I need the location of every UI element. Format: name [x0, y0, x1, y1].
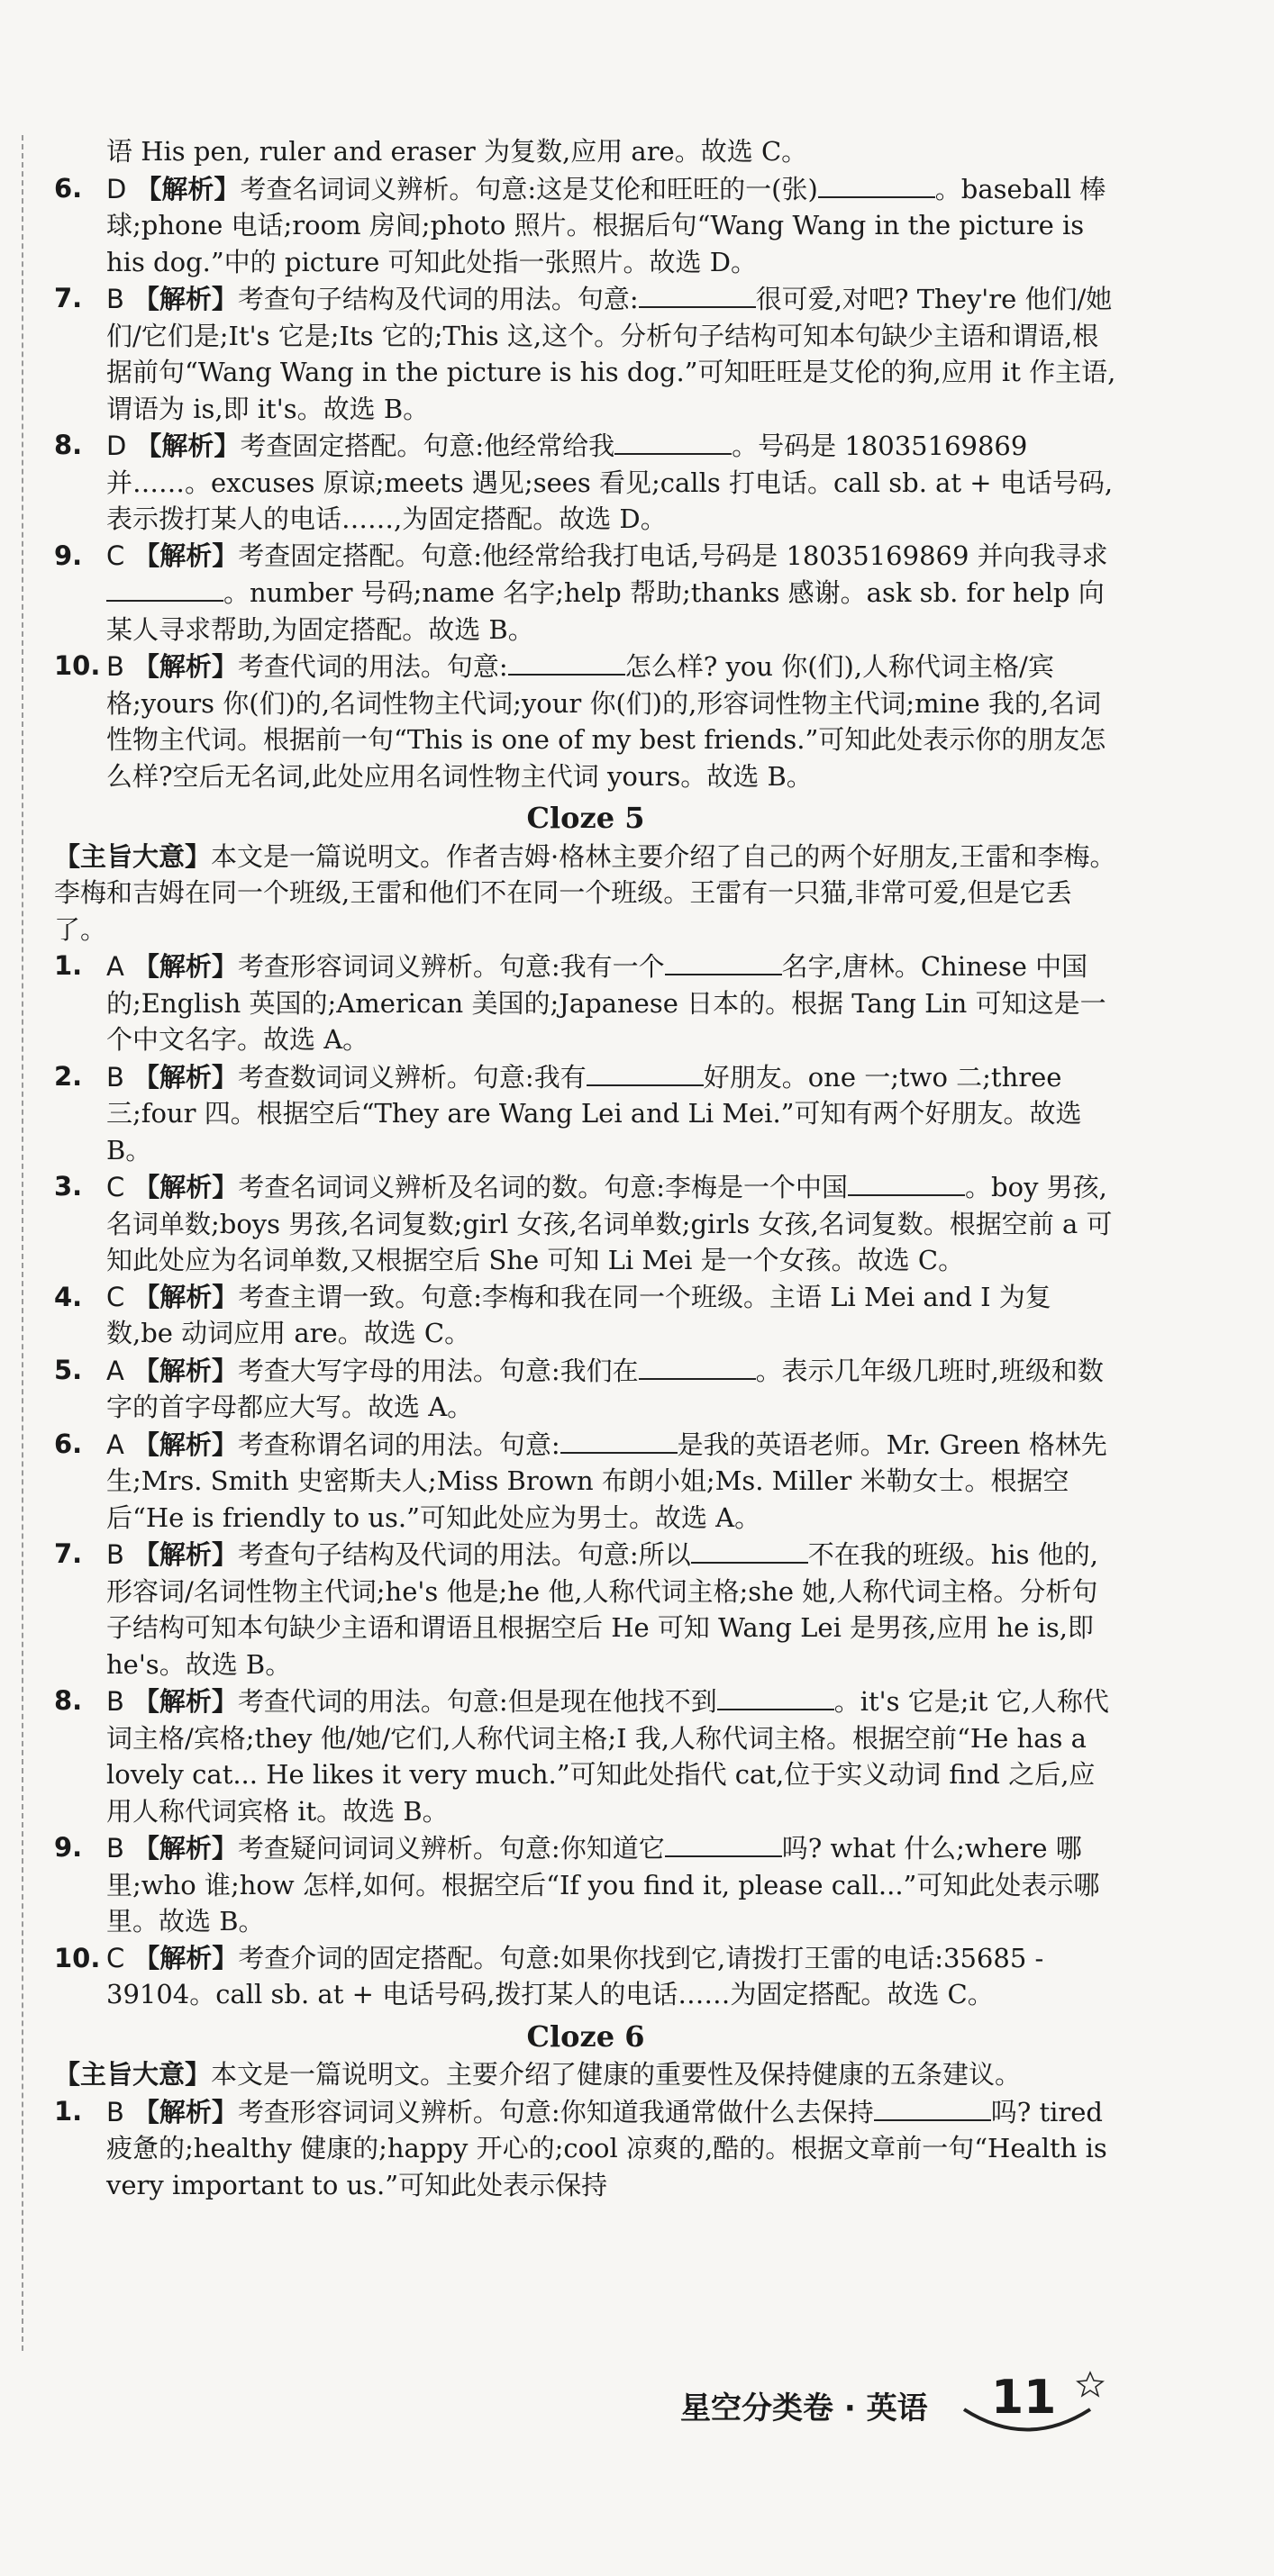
- answer-item: [54, 1829, 1117, 1940]
- answer-item: [54, 538, 1117, 649]
- item-answer: D: [106, 173, 127, 204]
- analysis-tag: 【解析】: [132, 1833, 238, 1864]
- analysis-tag: 【解析】: [132, 1539, 238, 1570]
- answer-item: [54, 2093, 1117, 2204]
- answer-blank: [508, 648, 625, 676]
- item-answer: B: [106, 1061, 124, 1093]
- answer-item: [54, 1683, 1117, 1829]
- item-text: 好朋友。one 一;two 二;three 三;four 四。根据空后“They are Wang Lei and Li Mei.”可知有两个好朋友。故选 B。: [106, 1061, 1082, 1166]
- item-text: 考查大写字母的用法。句意:我们在: [237, 1355, 639, 1386]
- answer-item: [54, 1058, 1117, 1169]
- item-number: 1.: [54, 950, 83, 981]
- page-footer: [649, 2371, 1189, 2450]
- answer-blank: [874, 2093, 991, 2121]
- item-answer: D: [106, 431, 127, 461]
- analysis-tag: 【解析】: [132, 1429, 238, 1460]
- continuation-text: 语 His pen, ruler and eraser 为复数,应用 are。故选 C。: [106, 136, 808, 167]
- item-text: 是我的英语老师。Mr. Green 格林先生;Mrs. Smith 史密斯夫人;Miss Brown 布朗小姐;Ms. Miller 米勒女士。根据空后“He is friendly to us.”可知此处应为男士。故选 A。: [106, 1429, 1107, 1533]
- analysis-tag: 【解析】: [133, 1172, 239, 1202]
- item-text: 。number 号码;name 名字;help 帮助;thanks 感谢。ask sb. for help 向某人寻求帮助,为固定搭配。故选 B。: [106, 577, 1105, 645]
- item-text: 很可爱,对吧? They're 他们/她们/它们是;It's 它是;Its 它的;This 这,这个。分析句子结构可知本句缺少主语和谓语,根据前句“Wang Wang in the picture is his dog.”可知旺旺是艾伦的狗,应用 it 作主语,谓语为 is,即 it's。故选 B。: [106, 284, 1116, 424]
- item-number: 1.: [54, 2095, 83, 2127]
- analysis-tag: 【解析】: [133, 540, 239, 571]
- cloze6-title: Cloze 6: [526, 2018, 645, 2054]
- answer-blank: [639, 280, 756, 308]
- item-number: 7.: [54, 283, 83, 313]
- item-number: 8.: [54, 1685, 83, 1716]
- answer-item: [54, 1279, 1117, 1352]
- item-number: 6.: [54, 172, 83, 204]
- item-text: 怎么样? you 你(们),人称代词主格/宾格;yours 你(们)的,名词性物主代词;your 你(们)的,形容词性物主代词;mine 我的,名词性物主代词。根据前一句“This is one of my best friends.”可知此处表示你的朋友怎么样?空后无名词,此处应用名词性物主代词 yours。故选 B。: [106, 651, 1106, 792]
- footer-title: 星空分类卷 · 英语: [680, 2390, 928, 2426]
- answer-blank: [691, 1536, 808, 1564]
- cloze6-summary: [54, 2056, 1117, 2093]
- summary-text: 本文是一篇说明文。作者吉姆·格林主要介绍了自己的两个好朋友,王雷和李梅。李梅和吉姆在同一个班级,王雷和他们不在同一个班级。王雷有一只猫,非常可爱,但是它丢了。: [54, 840, 1116, 945]
- analysis-tag: 【解析】: [133, 1942, 239, 1973]
- answer-item: [54, 1536, 1117, 1683]
- answer-item: [54, 648, 1117, 794]
- item-answer: B: [106, 651, 124, 682]
- answer-item: [54, 1940, 1117, 2013]
- item-text: 不在我的班级。his 他的,形容词/名词性物主代词;he's 他是;he 他,人称代词主格;she 她,人称代词主格。分析句子结构可知本句缺少主语和谓语且根据空后 He 可知 Wang Lei 是男孩,应用 he is,即 he's。故选 B。: [106, 1539, 1098, 1680]
- item-text: 考查疑问词词义辨析。句意:你知道它: [237, 1833, 665, 1864]
- item-text: 考查数词词义辨析。句意:我有: [237, 1061, 587, 1093]
- item-answer: B: [106, 1539, 124, 1570]
- item-number: 5.: [54, 1354, 83, 1385]
- item-answer: C: [106, 1281, 125, 1312]
- item-text: 考查句子结构及代词的用法。句意:: [237, 284, 639, 314]
- item-answer: A: [106, 1355, 124, 1386]
- item-text: 考查名词词义辨析。句意:这是艾伦和旺旺的一(张): [240, 173, 818, 204]
- analysis-tag: 【解析】: [132, 1061, 238, 1093]
- item-text: 。boy 男孩,名词单数;boys 男孩,名词复数;girl 女孩,名词单数;girls 女孩,名词复数。根据空前 a 可知此处应为名词单数,又根据空后 She 可知 Li Mei 是一个女孩。故选 C。: [106, 1172, 1113, 1275]
- item-answer: C: [106, 540, 125, 571]
- item-text: 。号码是 18035169869 并……。excuses 原谅;meets 遇见;sees 看见;calls 打电话。call sb. at + 电话号码,表示拨打某人的电话……,为固定搭配。故选 D。: [106, 431, 1114, 534]
- item-text: 。表示几年级几班时,班级和数字的首字母都应大写。故选 A。: [106, 1355, 1104, 1422]
- answer-item: [54, 948, 1117, 1058]
- analysis-tag: 【解析】: [132, 951, 238, 982]
- analysis-tag: 【解析】: [135, 431, 241, 461]
- answer-blank: [639, 1352, 756, 1380]
- item-text: 名字,唐林。Chinese 中国的;English 英国的;American 美国的;Japanese 日本的。根据 Tang Lin 可知这是一个中文名字。故选 A。: [106, 951, 1106, 1055]
- item-answer: B: [106, 1833, 124, 1864]
- answer-blank: [665, 948, 782, 975]
- answer-page: [54, 133, 1117, 2203]
- answer-item: [54, 1426, 1117, 1537]
- answer-item: [54, 280, 1117, 427]
- summary-text: 本文是一篇说明文。主要介绍了健康的重要性及保持健康的五条建议。: [211, 2059, 1022, 2090]
- cloze5-title: Cloze 5: [526, 801, 645, 835]
- item-answer: B: [106, 1686, 124, 1717]
- answer-blank: [848, 1168, 965, 1196]
- item-number: 9.: [54, 540, 83, 571]
- item-number: 4.: [54, 1281, 83, 1312]
- item-text: 考查称谓名词的用法。句意:: [237, 1429, 560, 1460]
- item-answer: A: [106, 1429, 124, 1460]
- answer-item: [54, 427, 1117, 538]
- analysis-tag: 【解析】: [132, 651, 238, 682]
- item-text: 考查形容词词义辨析。句意:你知道我通常做什么去保持: [237, 2096, 874, 2127]
- item-text: 。it's 它是;it 它,人称代词主格/宾格;they 他/她/它们,人称代词主格;I 我,人称代词主格。根据空前“He has a lovely cat... He likes it very much.”可知此处指代 cat,位于实义动词 find 之后,应用人称代词宾格 it。故选 B。: [106, 1686, 1109, 1827]
- item-answer: B: [106, 2096, 124, 2127]
- item-text: 考查形容词词义辨析。句意:我有一个: [237, 951, 665, 982]
- cloze6-items: [54, 2093, 1117, 2204]
- item-number: 2.: [54, 1060, 83, 1092]
- page-number: 11: [991, 2371, 1057, 2425]
- item-number: 10.: [54, 1942, 101, 1973]
- star-icon: [1078, 2372, 1103, 2396]
- item-text: 吗? tired 疲惫的;healthy 健康的;happy 开心的;cool 凉爽的,酷的。根据文章前一句“Health is very important to us.”可知此处表示保持: [106, 2096, 1107, 2200]
- item-answer: B: [106, 284, 124, 314]
- item-text: 考查主谓一致。句意:李梅和我在同一个班级。主语 Li Mei and I 为复数,be 动词应用 are。故选 C。: [106, 1281, 1051, 1348]
- item-number: 10.: [54, 650, 101, 681]
- item-number: 8.: [54, 430, 83, 460]
- item-text: 考查名词词义辨析及名词的数。句意:李梅是一个中国: [238, 1172, 849, 1202]
- cloze4-items: [54, 170, 1117, 795]
- cloze5-summary: [54, 839, 1117, 948]
- analysis-tag: 【解析】: [132, 1355, 238, 1386]
- item-text: 考查固定搭配。句意:他经常给我打电话,号码是 18035169869 并向我寻求: [238, 540, 1108, 571]
- item-text: 考查句子结构及代词的用法。句意:所以: [237, 1539, 691, 1570]
- answer-blank: [818, 170, 935, 198]
- answer-item: [54, 170, 1117, 281]
- item-text: 考查固定搭配。句意:他经常给我: [240, 431, 615, 461]
- item-text: 考查代词的用法。句意:但是现在他找不到: [237, 1686, 717, 1717]
- analysis-tag: 【解析】: [132, 1686, 238, 1717]
- analysis-tag: 【解析】: [135, 173, 241, 204]
- analysis-tag: 【解析】: [133, 1281, 239, 1312]
- item-answer: C: [106, 1172, 125, 1202]
- answer-blank: [717, 1683, 834, 1710]
- binding-dashed-line: [22, 135, 23, 2351]
- answer-blank: [665, 1829, 782, 1857]
- answer-blank: [614, 427, 732, 455]
- item-number: 9.: [54, 1832, 83, 1863]
- item-number: 6.: [54, 1428, 83, 1459]
- item-text: 吗? what 什么;where 哪里;who 谁;how 怎样,如何。根据空后“If you find it, please call...”可知此处表示哪里。故选 B。: [106, 1833, 1100, 1937]
- answer-item: [54, 1352, 1117, 1426]
- answer-item: [54, 1168, 1117, 1279]
- answer-blank: [106, 574, 223, 602]
- answer-blank: [560, 1426, 678, 1454]
- item-number: 3.: [54, 1171, 83, 1202]
- item-answer: A: [106, 951, 124, 982]
- answer-blank: [587, 1058, 704, 1086]
- analysis-tag: 【解析】: [132, 284, 238, 314]
- item-text: 。baseball 棒球;phone 电话;room 房间;photo 照片。根据后句“Wang Wang in the picture is his dog.”中的 picture 可知此处指一张照片。故选 D。: [106, 173, 1106, 277]
- item-answer: C: [106, 1942, 125, 1973]
- item-text: 考查代词的用法。句意:: [237, 651, 508, 682]
- summary-tag: 【主旨大意】: [54, 840, 212, 872]
- summary-tag: 【主旨大意】: [54, 2059, 212, 2090]
- cloze5-items: [54, 948, 1117, 2013]
- analysis-tag: 【解析】: [132, 2096, 238, 2127]
- item-number: 7.: [54, 1538, 83, 1569]
- item-text: 考查介词的固定搭配。句意:如果你找到它,请拨打王雷的电话:35685 - 39104。call sb. at + 电话号码,拨打某人的电话……为固定搭配。故选 C。: [106, 1942, 1044, 2009]
